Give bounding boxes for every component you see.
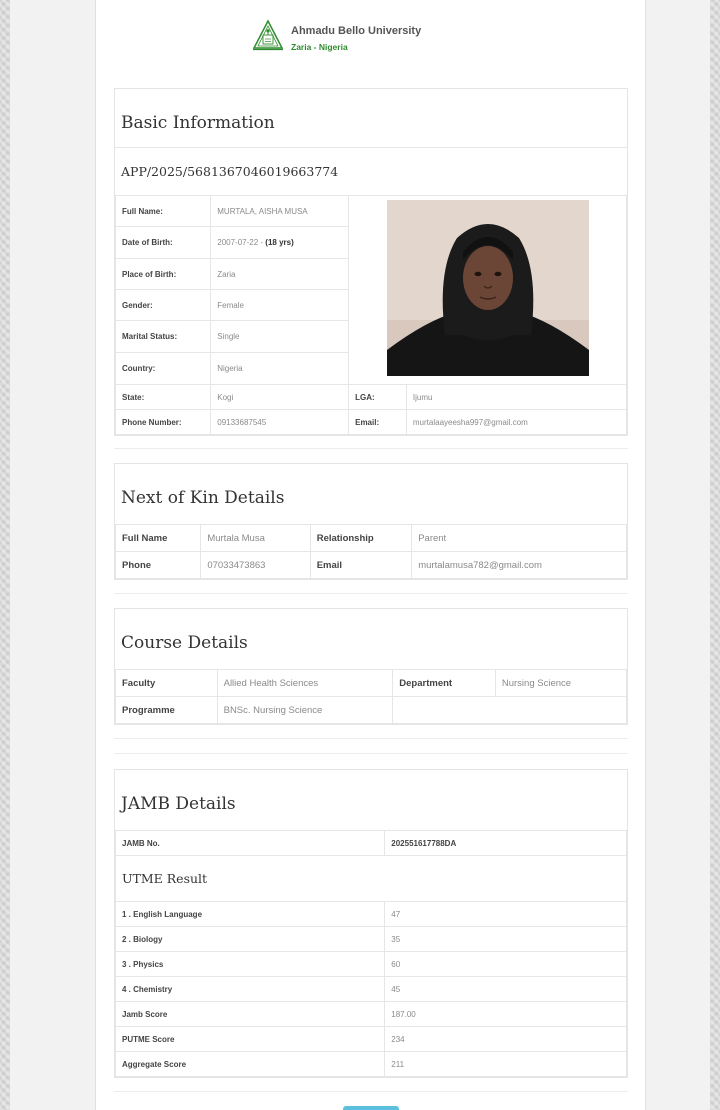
table-row	[116, 1027, 627, 1052]
phone-label: Phone Number:	[116, 410, 211, 435]
empty-cell	[393, 697, 627, 724]
subject-score: 35	[385, 927, 627, 952]
table-row	[116, 1052, 627, 1077]
section-title: Basic Information	[115, 89, 627, 148]
table-row	[116, 977, 627, 1002]
university-logo-icon	[252, 19, 284, 51]
gender-value: Female	[211, 290, 349, 321]
divider	[114, 593, 628, 594]
basic-info-table	[115, 195, 627, 435]
print-button[interactable]	[343, 1106, 399, 1110]
relationship-label: Relationship	[310, 525, 412, 552]
subject-name: 3 . Physics	[116, 952, 385, 977]
section-title: JAMB Details	[121, 794, 236, 814]
jamb-number-value: 202551617788DA	[385, 831, 627, 856]
jamb-score-label: Jamb Score	[116, 1002, 385, 1027]
table-row	[116, 952, 627, 977]
divider	[114, 738, 628, 739]
email-value: murtalaayeesha997@gmail.com	[406, 410, 626, 435]
full-name-label: Full Name:	[116, 196, 211, 227]
table-row	[116, 831, 627, 856]
kin-name-label: Full Name	[116, 525, 201, 552]
kin-email-label: Email	[310, 552, 412, 579]
age-value: (18 yrs)	[265, 238, 294, 247]
table-row	[116, 552, 627, 579]
email-label: Email:	[349, 410, 407, 435]
basic-information-section	[114, 88, 628, 436]
section-title: Next of Kin Details	[121, 488, 285, 508]
table-row	[116, 902, 627, 927]
programme-label: Programme	[116, 697, 218, 724]
marital-status-label: Marital Status:	[116, 321, 211, 353]
subject-name: 1 . English Language	[116, 902, 385, 927]
table-row	[116, 1002, 627, 1027]
faculty-value: Allied Health Sciences	[217, 670, 393, 697]
faculty-label: Faculty	[116, 670, 218, 697]
applicant-photo	[387, 200, 589, 376]
jamb-score-value: 187.00	[385, 1002, 627, 1027]
dob-label: Date of Birth:	[116, 227, 211, 259]
phone-value: 09133687545	[211, 410, 349, 435]
section-title: Course Details	[121, 633, 248, 653]
department-label: Department	[393, 670, 496, 697]
university-name: Ahmadu Bello University	[291, 25, 422, 37]
marital-status-value: Single	[211, 321, 349, 353]
university-location: Zaria - Nigeria	[291, 42, 348, 52]
university-header	[96, 0, 647, 70]
table-row	[116, 927, 627, 952]
course-details-section	[114, 608, 628, 725]
pob-value: Zaria	[211, 259, 349, 290]
divider	[114, 448, 628, 449]
divider	[114, 753, 628, 754]
kin-phone-value: 07033473863	[201, 552, 310, 579]
course-table	[115, 669, 627, 724]
lga-value: Ijumu	[406, 385, 626, 410]
jamb-details-section	[114, 769, 628, 1078]
relationship-value: Parent	[412, 525, 627, 552]
kin-phone-label: Phone	[116, 552, 201, 579]
subject-score: 60	[385, 952, 627, 977]
kin-email-value: murtalamusa782@gmail.com	[412, 552, 627, 579]
subject-score: 47	[385, 902, 627, 927]
table-row	[116, 856, 627, 902]
next-of-kin-section	[114, 463, 628, 580]
full-name-value: MURTALA, AISHA MUSA	[211, 196, 349, 227]
dob-value	[211, 227, 349, 259]
putme-score-label: PUTME Score	[116, 1027, 385, 1052]
photo-cell	[349, 196, 627, 385]
subject-name: 2 . Biology	[116, 927, 385, 952]
state-value: Kogi	[211, 385, 349, 410]
dob-date: 2007-07-22 -	[217, 238, 266, 247]
programme-value: BNSc. Nursing Science	[217, 697, 393, 724]
gender-label: Gender:	[116, 290, 211, 321]
table-row	[116, 196, 627, 227]
country-label: Country:	[116, 353, 211, 385]
department-value: Nursing Science	[495, 670, 626, 697]
state-label: State:	[116, 385, 211, 410]
jamb-table	[115, 830, 627, 1077]
page-background	[10, 0, 710, 1110]
country-value: Nigeria	[211, 353, 349, 385]
jamb-number-label: JAMB No.	[116, 831, 385, 856]
subject-score: 45	[385, 977, 627, 1002]
divider	[114, 1091, 628, 1092]
table-row	[116, 670, 627, 697]
table-row	[116, 410, 627, 435]
table-row	[116, 697, 627, 724]
utme-result-title: UTME Result	[116, 856, 627, 902]
pob-label: Place of Birth:	[116, 259, 211, 290]
subject-name: 4 . Chemistry	[116, 977, 385, 1002]
kin-name-value: Murtala Musa	[201, 525, 310, 552]
putme-score-value: 234	[385, 1027, 627, 1052]
table-row	[116, 385, 627, 410]
next-of-kin-table	[115, 524, 627, 579]
application-card	[95, 0, 646, 1110]
application-number: APP/2025/5681367046019663774	[121, 164, 339, 179]
lga-label: LGA:	[349, 385, 407, 410]
aggregate-score-value: 211	[385, 1052, 627, 1077]
aggregate-score-label: Aggregate Score	[116, 1052, 385, 1077]
table-row	[116, 525, 627, 552]
